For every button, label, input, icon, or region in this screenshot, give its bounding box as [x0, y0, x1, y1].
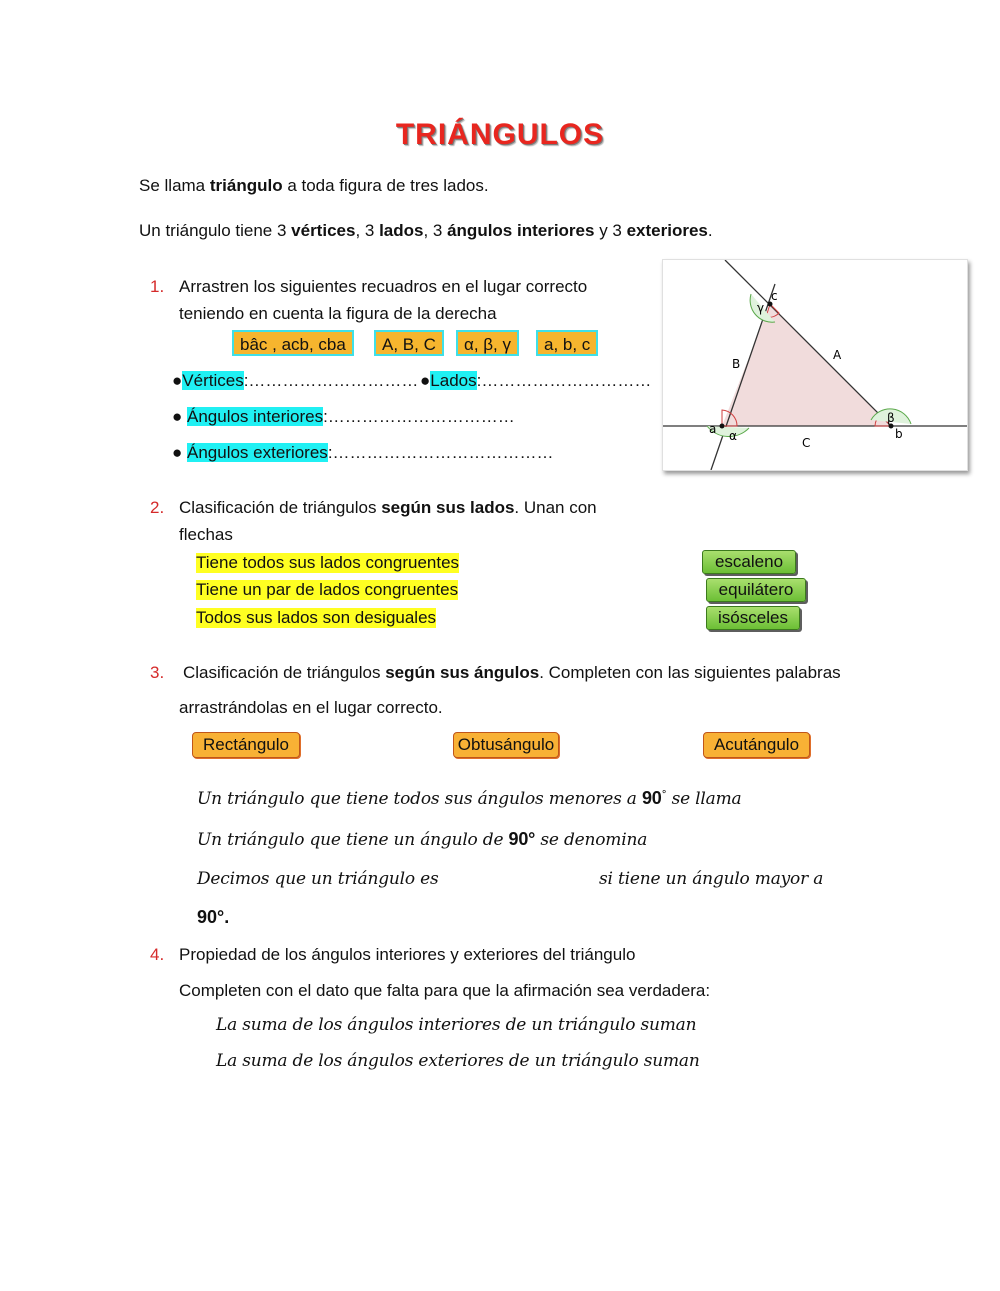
exteriores-row [172, 443, 554, 463]
vertex-label-b: b [895, 427, 903, 441]
intro-bold: triángulo [209, 176, 283, 195]
drag-box-vertices[interactable]: a, b, c [536, 330, 598, 356]
triangle-diagram [663, 260, 967, 470]
intro-bold: ángulos interiores [447, 221, 595, 240]
q3-sentence-1 [197, 788, 741, 809]
page-title: TRIÁNGULOS [395, 118, 605, 151]
intro-text: . [707, 221, 713, 240]
interiores-drop-target[interactable]: :…………………………… [323, 407, 515, 426]
statement-equilateral[interactable]: Tiene todos sus lados congruentes [196, 553, 460, 572]
statement-scalene[interactable]: Todos sus lados son desiguales [196, 608, 437, 627]
q3-sentence-2 [197, 829, 647, 850]
q1-line-2: teniendo en cuenta la figura de la derecha [179, 304, 497, 323]
q1-number: 1. [150, 277, 165, 296]
bullet: ● [172, 407, 187, 426]
vertex-label-a: a [709, 422, 717, 436]
intro-text: Se llama [139, 176, 210, 195]
angle-label-alpha: α [729, 429, 737, 443]
option-obtusangulo[interactable]: Obtusángulo [453, 732, 559, 758]
q2-number: 2. [150, 498, 165, 517]
q3-number: 3. [150, 663, 165, 682]
q4-line-2: Completen con el dato que falta para que la afirmación sea verdadera: [179, 981, 711, 1000]
q3-s2-number: 90° [508, 829, 536, 849]
drag-box-angles-notation[interactable]: bâc , acb, cba [232, 330, 354, 356]
intro-text: , 3 [355, 221, 380, 240]
q3-line-2: arrastrándolas en el lugar correcto. [179, 698, 443, 717]
option-equilatero[interactable]: equilátero [706, 578, 806, 602]
q2-text: . Unan con [514, 498, 597, 517]
q2-text: Clasificación de triángulos [179, 498, 382, 517]
interiores-row [172, 407, 515, 427]
bullet: ● [172, 371, 183, 390]
q3-sentence-3-end: si tiene un ángulo mayor a [599, 869, 824, 889]
side-label-B: B [732, 357, 741, 371]
q3-s1-number: 90 [641, 788, 662, 808]
q3-bold: según sus ángulos [385, 663, 540, 682]
lados-drop-target[interactable]: :………………………… [476, 371, 652, 390]
q3-text: Clasificación de triángulos [183, 663, 386, 682]
intro-bold: vértices [291, 221, 356, 240]
bullet: ● [172, 443, 187, 462]
side-label-A: A [833, 348, 842, 362]
q4-line-1: Propiedad de los ángulos interiores y exteriores del triángulo [179, 945, 636, 964]
exteriores-drop-target[interactable]: :………………………………… [327, 443, 554, 462]
q3-s1-text: Un triángulo que tiene todos sus ángulos menores a [197, 789, 642, 809]
intro-text: y 3 [594, 221, 627, 240]
intro-line-1 [139, 176, 489, 196]
drag-box-greek-angles[interactable]: α, β, γ [456, 330, 519, 356]
side-label-C: C [802, 436, 811, 450]
vertex-label-c: c [771, 289, 778, 303]
intro-bold: lados [379, 221, 424, 240]
option-acutangulo[interactable]: Acutángulo [703, 732, 810, 758]
intro-line-2 [139, 221, 713, 241]
interiores-label: Ángulos interiores [187, 407, 324, 426]
q3-s1-text: se llama [666, 789, 742, 809]
intro-text: Un triángulo tiene 3 [139, 221, 292, 240]
vertices-row [172, 371, 418, 391]
q3-line-1 [183, 663, 841, 683]
q2-line-2: flechas [179, 525, 233, 544]
q4-sentence-1: La suma de los ángulos interiores de un triángulo suman [216, 1015, 697, 1035]
lados-label: Lados [430, 371, 477, 390]
triangle-figure [662, 259, 968, 471]
q4-number: 4. [150, 945, 165, 964]
statement-isosceles[interactable]: Tiene un par de lados congruentes [196, 580, 459, 599]
q3-s2-text: Un triángulo que tiene un ángulo de [197, 830, 509, 850]
q3-text: . Completen con las siguientes palabras [539, 663, 841, 682]
lados-row [420, 371, 651, 391]
q4-sentence-2: La suma de los ángulos exteriores de un triángulo suman [216, 1051, 700, 1071]
drag-box-sides[interactable]: A, B, C [374, 330, 444, 356]
intro-text: , 3 [423, 221, 448, 240]
q3-s1-degree: ° [661, 789, 667, 801]
intro-bold: exteriores [626, 221, 708, 240]
option-isosceles[interactable]: isósceles [706, 606, 800, 630]
q3-sentence-3-number: 90°. [197, 907, 230, 927]
q2-line-1 [179, 498, 597, 518]
vertices-drop-target[interactable]: :………………………… [243, 371, 419, 390]
option-rectangulo[interactable]: Rectángulo [192, 732, 300, 758]
option-escaleno[interactable]: escaleno [702, 550, 796, 574]
exteriores-label: Ángulos exteriores [187, 443, 328, 462]
q3-sentence-3-start: Decimos que un triángulo es [197, 869, 439, 889]
intro-text: a toda figura de tres lados. [282, 176, 489, 195]
bullet: ● [420, 371, 431, 390]
q2-bold: según sus lados [381, 498, 515, 517]
q3-s2-text: se denomina [535, 830, 648, 850]
angle-label-gamma: γ [757, 301, 765, 315]
angle-label-beta: β [887, 411, 895, 425]
vertices-label: Vértices [182, 371, 244, 390]
q1-line-1: Arrastren los siguientes recuadros en el lugar correcto [179, 277, 588, 296]
